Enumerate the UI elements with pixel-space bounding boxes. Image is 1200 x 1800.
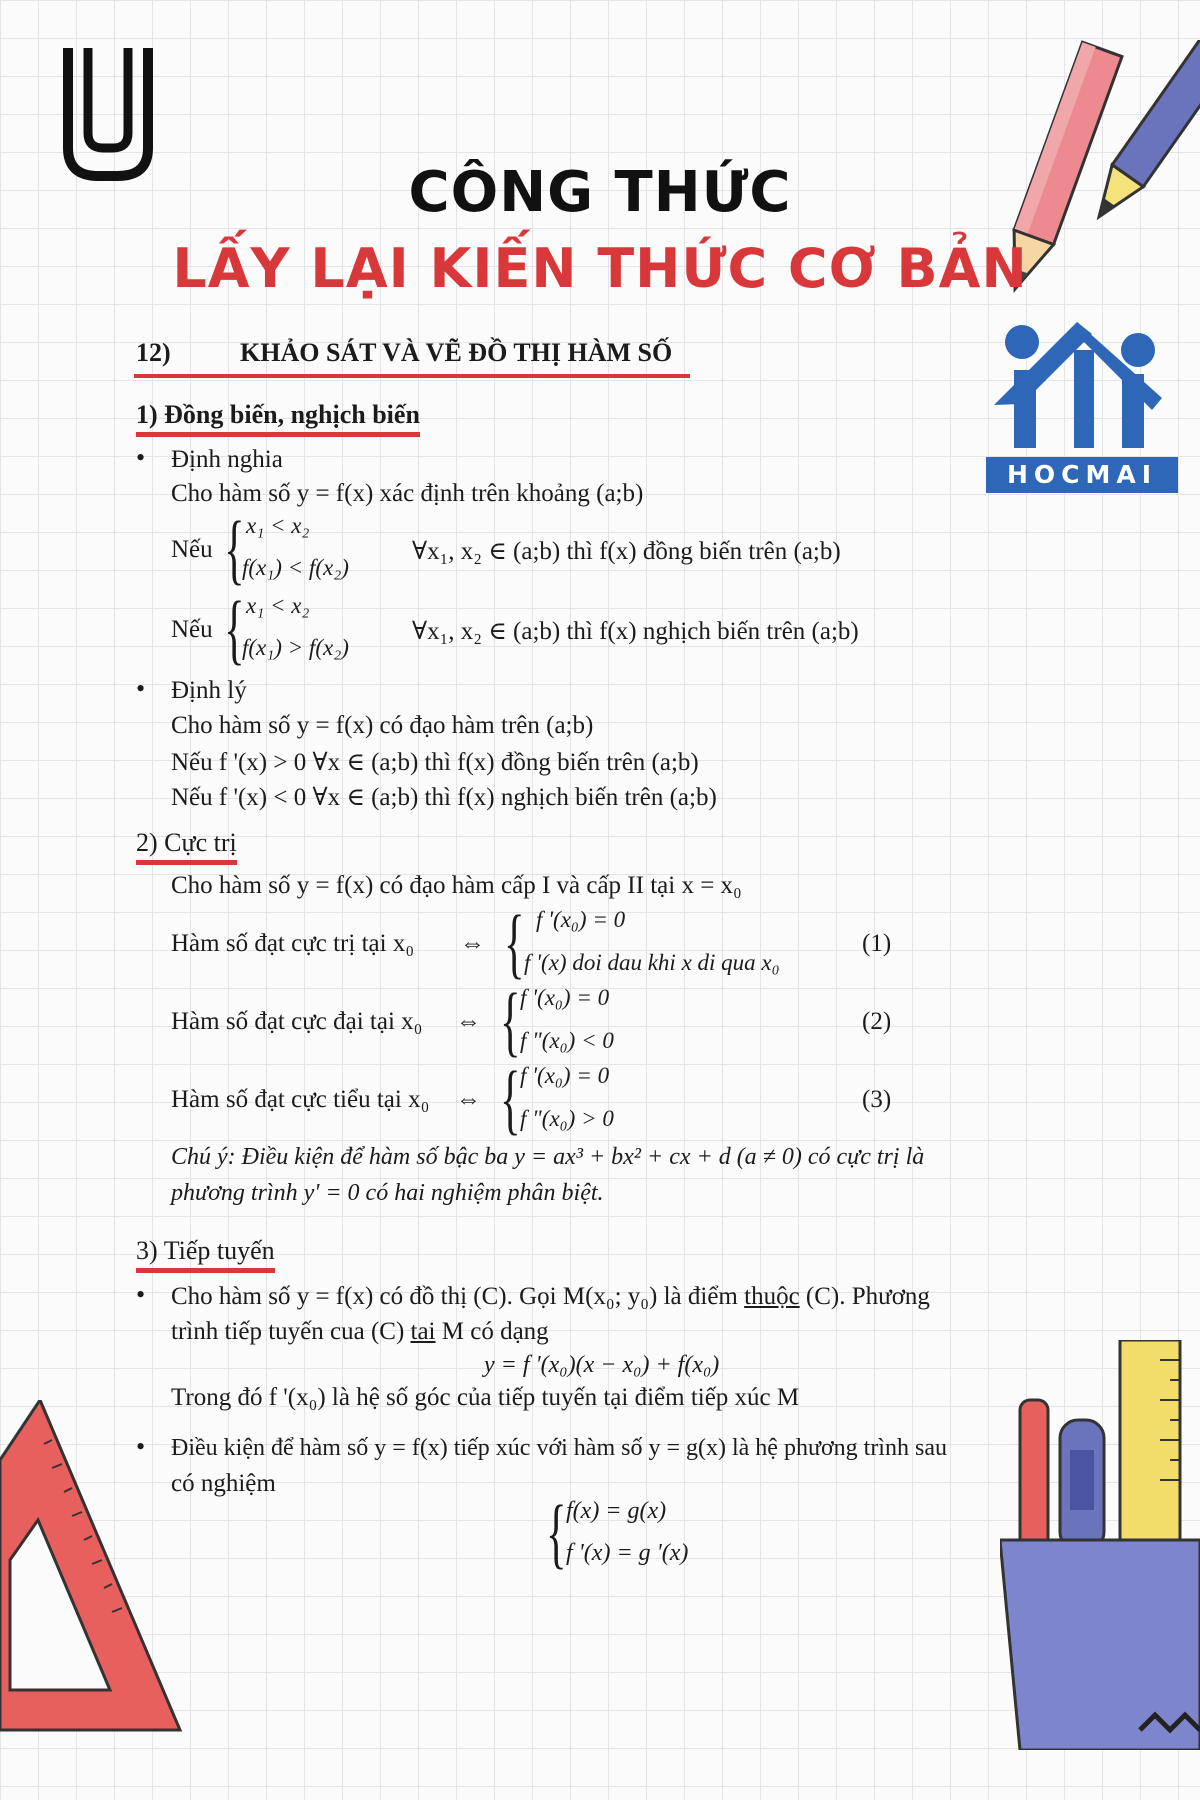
row3-bottom: f "(x₀) > 0: [520, 1106, 614, 1131]
case2-text: ∀x₁, x₂ ∈ (a;b) thì f(x) nghịch biến trên (a;b): [412, 618, 859, 645]
row1-label: Hàm số đạt cực trị tại x₀: [171, 930, 415, 957]
page: [0, 50, 1200, 1750]
tangent-line-2-part1: trình tiếp tuyến cua (C): [171, 1318, 411, 1345]
case1-text: ∀x₁, x₂ ∈ (a;b) thì f(x) đồng biến trên (a;b): [412, 538, 841, 565]
hocmai-logo-icon: [982, 310, 1182, 450]
row3-equiv: ⇔: [456, 1086, 481, 1113]
case1-brace: {: [224, 505, 245, 592]
row2-equiv: ⇔: [456, 1008, 481, 1035]
row1-equiv: ⇔: [460, 930, 485, 957]
case2-brace: {: [224, 585, 245, 672]
tangent-line-1-part2: (C). Phương: [799, 1283, 930, 1310]
chapter-underline: [134, 374, 690, 378]
row3-label: Hàm số đạt cực tiểu tại x₀: [171, 1086, 430, 1113]
underlined-word-thuoc: thuộc: [744, 1283, 800, 1310]
row2-label: Hàm số đạt cực đại tại x₀: [171, 1008, 423, 1035]
theorem-line-1: Cho hàm số y = f(x) có đạo hàm trên (a;b): [171, 712, 594, 739]
row1-number: (1): [862, 930, 892, 957]
tangent-equation: y = f '(x₀)(x − x₀) + f(x₀): [484, 1352, 720, 1378]
case2-top: x₁ < x₂: [246, 593, 310, 618]
row2-brace: {: [500, 977, 521, 1064]
row2-top: f '(x₀) = 0: [520, 985, 610, 1010]
case1-if-label: Nếu: [171, 536, 213, 563]
case1-top: x₁ < x₂: [246, 513, 310, 538]
theorem-line-3: Nếu f '(x) < 0 ∀x ∈ (a;b) thì f(x) nghịch biến trên (a;b): [171, 784, 717, 811]
chapter-number: 12): [136, 338, 171, 367]
triangle-ruler-illustration: [0, 1400, 185, 1760]
underlined-word-tai: tai: [410, 1318, 436, 1345]
system-top: f(x) = g(x): [566, 1498, 667, 1524]
title-line-1: CÔNG THỨC: [408, 160, 792, 225]
chapter-title: KHẢO SÁT VÀ VẼ ĐỒ THỊ HÀM SỐ: [240, 338, 673, 367]
row2-number: (2): [862, 1008, 892, 1035]
bullet-dot: •: [136, 1280, 146, 1309]
system-bottom: f '(x) = g '(x): [566, 1540, 689, 1566]
row3-brace: {: [500, 1055, 521, 1142]
condition-line-1: Điều kiện để hàm số y = f(x) tiếp xúc với hàm số y = g(x) là hệ phương trình sau: [171, 1435, 947, 1461]
row2-bottom: f "(x₀) < 0: [520, 1028, 614, 1053]
row3-top: f '(x₀) = 0: [520, 1063, 610, 1088]
case1-bottom: f(x₁) < f(x₂): [242, 555, 349, 580]
note-line-1: Chú ý: Điều kiện để hàm số bậc ba y = ax³ + bx² + cx + d (a ≠ 0) có cực trị là: [171, 1144, 925, 1170]
definition-line: Cho hàm số y = f(x) xác định trên khoảng (a;b): [171, 480, 644, 507]
row1-bottom: f '(x) doi dau khi x di qua x₀: [524, 950, 780, 975]
condition-line-2: có nghiệm: [171, 1470, 276, 1497]
extrema-intro: Cho hàm số y = f(x) có đạo hàm cấp I và cấp II tại x = x₀: [171, 872, 742, 899]
tangent-line-4: Trong đó f '(x₀) là hệ số góc của tiếp tuyến tại điểm tiếp xúc M: [171, 1384, 800, 1411]
section1-heading: 1) Đồng biến, nghịch biến: [136, 400, 420, 437]
case2-if-label: Nếu: [171, 616, 213, 643]
row1-top: f '(x₀) = 0: [536, 907, 626, 932]
title-line-2: LẤY LẠI KIẾN THỨC CƠ BẢN: [172, 237, 1028, 300]
row3-number: (3): [862, 1086, 892, 1113]
theorem-title: Định lý: [171, 677, 247, 704]
theorem-line-2: Nếu f '(x) > 0 ∀x ∈ (a;b) thì f(x) đồng biến trên (a;b): [171, 749, 699, 776]
tangent-line-1-part1: Cho hàm số y = f(x) có đồ thị (C). Gọi M(x₀; y₀) là điểm: [171, 1283, 745, 1310]
tangent-line-1: [171, 1283, 930, 1311]
case2-bottom: f(x₁) > f(x₂): [242, 635, 349, 660]
definition-title: Định nghia: [171, 446, 283, 473]
section3-heading: 3) Tiếp tuyến: [136, 1236, 275, 1273]
section2-heading: 2) Cực trị: [136, 828, 237, 865]
note-line-2: phương trình y' = 0 có hai nghiệm phân biệt.: [171, 1180, 604, 1206]
tangent-line-2-part2: M có dạng: [435, 1318, 549, 1345]
bullet-dot: •: [136, 674, 146, 703]
bullet-dot: •: [136, 1432, 146, 1461]
system-brace: {: [546, 1489, 567, 1576]
pencil-cup-illustration: [1000, 1340, 1200, 1750]
bullet-dot: •: [136, 443, 146, 472]
row1-brace: {: [504, 899, 525, 986]
tangent-line-2: [171, 1318, 549, 1346]
logo-text: HOCMAI: [986, 457, 1178, 493]
